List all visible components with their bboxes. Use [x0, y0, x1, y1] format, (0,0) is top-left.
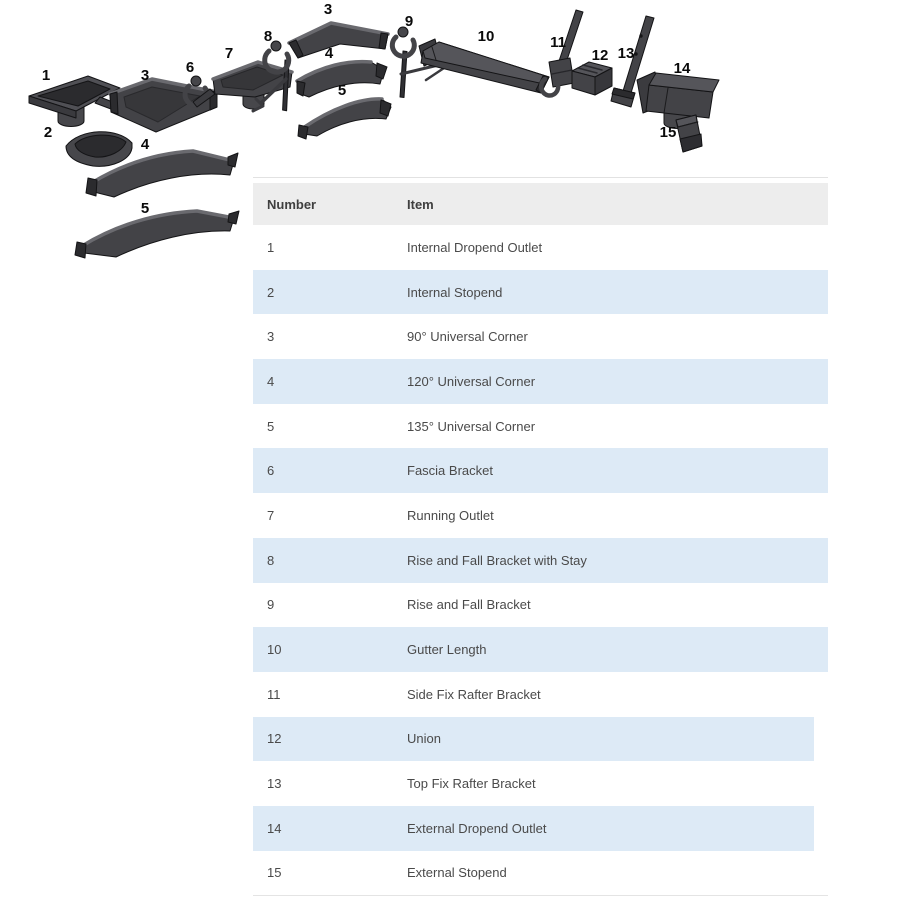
table-row: [253, 672, 814, 717]
column-header-number: Number: [267, 196, 317, 212]
table-row: [253, 538, 828, 583]
cell-number: 3: [267, 329, 275, 345]
part-5-universal-corner-right: [298, 99, 391, 139]
part-2-internal-stopend: [66, 132, 132, 167]
cell-number: 15: [267, 865, 282, 881]
cell-item: 90° Universal Corner: [407, 329, 528, 345]
part-callout: 12: [591, 47, 609, 64]
part-callout: 5: [140, 200, 150, 217]
cell-item: Internal Dropend Outlet: [407, 239, 543, 255]
parts-table: [253, 183, 828, 896]
part-5-universal-corner-left: [75, 211, 239, 258]
table-row: [253, 314, 828, 359]
cell-item: Running Outlet: [407, 507, 494, 523]
table-row: [253, 806, 814, 851]
cell-item: 135° Universal Corner: [407, 418, 536, 434]
cell-item: Top Fix Rafter Bracket: [407, 776, 536, 792]
part-callout: 6: [185, 59, 195, 76]
table-row: [253, 717, 814, 762]
cell-item: Rise and Fall Bracket: [407, 597, 531, 613]
part-callout: 3: [323, 1, 333, 18]
cell-item: External Dropend Outlet: [407, 820, 547, 836]
table-row: [253, 225, 828, 270]
cell-number: 14: [267, 820, 282, 836]
part-callout: 15: [659, 124, 677, 141]
column-header-item: Item: [407, 196, 434, 212]
cell-number: 7: [267, 507, 275, 523]
part-callout: 1: [41, 67, 51, 84]
part-callout: 9: [404, 13, 414, 30]
cell-item: Gutter Length: [407, 642, 487, 658]
cell-item: Side Fix Rafter Bracket: [407, 686, 541, 702]
cell-number: 12: [267, 731, 282, 747]
table-header-row: [253, 183, 828, 225]
table-row: [253, 583, 828, 628]
part-callout: 13: [617, 45, 635, 62]
part-callout: 4: [324, 45, 334, 62]
table-row: [253, 359, 828, 404]
cell-item: Fascia Bracket: [407, 463, 493, 479]
part-callout: 8: [263, 28, 273, 45]
table-row: [253, 627, 828, 672]
cell-number: 6: [267, 463, 275, 479]
part-10-gutter-length: [419, 39, 549, 93]
table-body: [253, 225, 828, 895]
cell-item: 120° Universal Corner: [407, 373, 536, 389]
cell-number: 10: [267, 642, 282, 658]
part-callout: 11: [550, 34, 566, 51]
cell-item: Rise and Fall Bracket with Stay: [407, 552, 587, 568]
table-top-divider: [253, 177, 828, 178]
cell-number: 5: [267, 418, 275, 434]
part-callout: 7: [224, 45, 234, 62]
cell-number: 8: [267, 552, 275, 568]
table-row: [253, 448, 828, 493]
cell-number: 11: [267, 686, 281, 702]
part-callout: 4: [140, 136, 150, 153]
part-callout: 2: [43, 124, 53, 141]
table-row: [253, 404, 828, 449]
table-row: [253, 761, 814, 806]
cell-item: External Stopend: [407, 865, 507, 881]
part-callout: 14: [673, 60, 691, 77]
cell-item: Internal Stopend: [407, 284, 503, 300]
part-callout: 10: [477, 28, 495, 45]
cell-number: 4: [267, 373, 275, 389]
cell-number: 2: [267, 284, 275, 300]
part-callout: 5: [337, 82, 347, 99]
part-12-union: [572, 62, 612, 95]
cell-number: 13: [267, 776, 282, 792]
cell-number: 9: [267, 597, 275, 613]
part-15-external-stopend: [676, 115, 702, 152]
part-callout: 3: [140, 67, 150, 84]
cell-item: Union: [407, 731, 441, 747]
part-3-universal-corner-top: [289, 23, 388, 58]
cell-number: 1: [267, 239, 275, 255]
table-row: [253, 493, 828, 538]
table-row: [253, 851, 814, 896]
table-row: [253, 270, 828, 315]
